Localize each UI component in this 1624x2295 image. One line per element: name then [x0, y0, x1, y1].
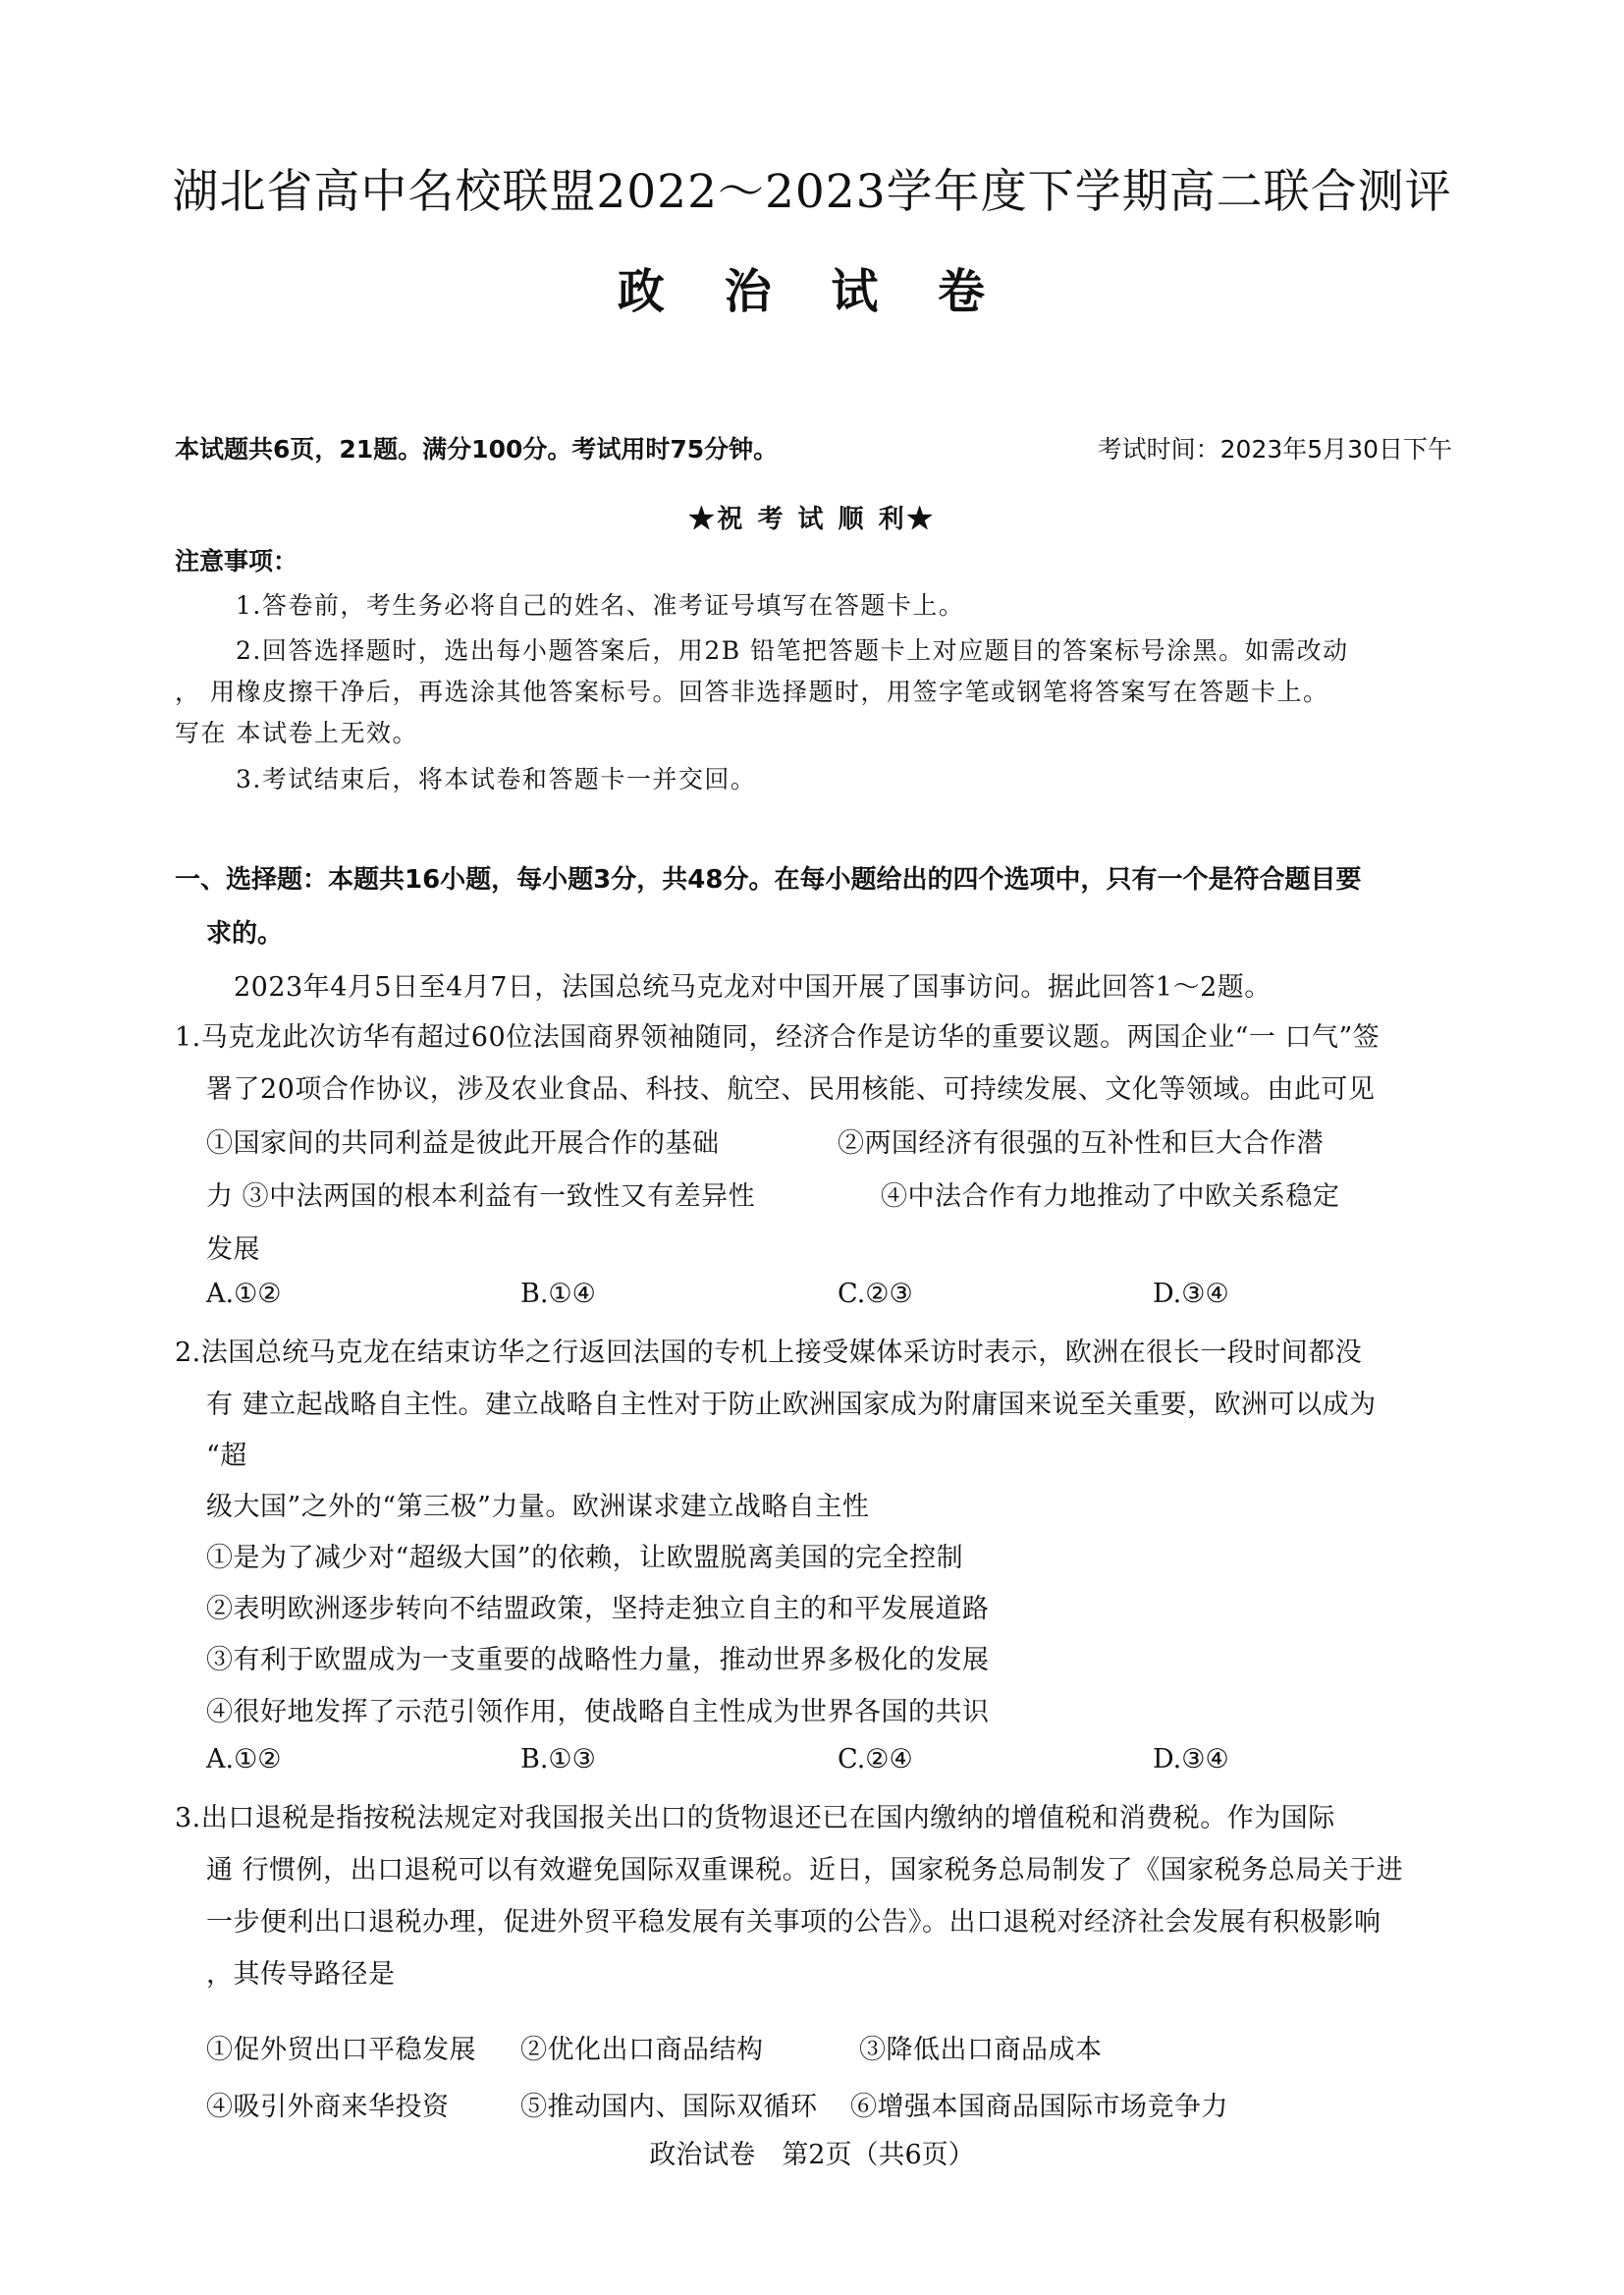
q2-option-a: A.①② [206, 1744, 282, 1775]
page-footer: 政治试卷 第2页（共6页） [649, 2140, 975, 2170]
q1-option-b: B.①④ [520, 1279, 596, 1309]
q1-item: ①国家间的共同利益是彼此开展合作的基础 [206, 1128, 720, 1159]
q1-option-c: C.②③ [838, 1279, 913, 1309]
section-heading-cont: 求的。 [206, 919, 284, 949]
q2-item: ③有利于欧盟成为一支重要的战略性力量，推动世界多极化的发展 [206, 1645, 990, 1675]
good-luck-line: ★祝 考 试 顺 利★ [688, 505, 936, 534]
q2-stem-line: 有 建立起战略自主性。建立战略自主性对于防止欧洲国家成为附庸国来说至关重要，欧洲可以成为 [206, 1390, 1377, 1420]
q2-item: ①是为了减少对“超级大国”的依赖，让欧盟脱离美国的完全控制 [206, 1543, 964, 1573]
q1-stem-line: 署了20项合作协议，涉及农业食品、科技、航空、民用核能、可持续发展、文化等领域。由此可见 [206, 1074, 1376, 1105]
q2-stem-line: 级大国”之外的“第三极”力量。欧洲谋求建立战略自主性 [206, 1492, 870, 1522]
q1-option-a: A.①② [206, 1279, 282, 1309]
q2-option-d: D.③④ [1153, 1744, 1229, 1775]
q3-stem-line: 一步便利出口退税办理，促进外贸平稳发展有关事项的公告》。出口退税对经济社会发展有积极影响 [206, 1907, 1381, 1938]
q2-option-b: B.①③ [520, 1744, 596, 1775]
q1-item: ④中法合作有力地推动了中欧关系稳定 [881, 1181, 1340, 1212]
exam-subtitle: 政 治 试 卷 [617, 264, 1007, 319]
q2-option-c: C.②④ [838, 1744, 913, 1775]
q2-item: ②表明欧洲逐步转向不结盟政策，坚持走独立自主的和平发展道路 [206, 1594, 990, 1624]
q2-stem-line: 2.法国总统马克龙在结束访华之行返回法国的专机上接受媒体采访时表示，欧洲在很长一段时间都没 [175, 1338, 1363, 1368]
q3-item: ①促外贸出口平稳发展 [206, 2035, 476, 2065]
q1-option-d: D.③④ [1153, 1279, 1229, 1309]
q3-stem-line: 通 行惯例，出口退税可以有效避免国际双重课税。近日，国家税务总局制发了《国家税务总局关于进 [206, 1855, 1404, 1885]
q1-item: 力 ③中法两国的根本利益有一致性又有差异性 [206, 1181, 756, 1212]
q3-item: ⑤推动国内、国际双循环 [520, 2092, 818, 2122]
notice-heading: 注意事项： [175, 547, 298, 575]
exam-info: 本试题共6页，21题。满分100分。考试用时75分钟。 [175, 435, 779, 464]
q2-item: ④很好地发挥了示范引领作用，使战略自主性成为世界各国的共识 [206, 1697, 990, 1727]
q3-stem-line: 3.出口退税是指按税法规定对我国报关出口的货物退还已在国内缴纳的增值税和消费税。作为国际 [175, 1803, 1335, 1833]
notice-line: 写在 本试卷上无效。 [175, 719, 418, 747]
q1-item: 发展 [206, 1234, 260, 1265]
question-intro: 2023年4月5日至4月7日，法国总统马克龙对中国开展了国事访问。据此回答1～2题。 [234, 972, 1272, 1003]
notice-line: 1.答卷前，考生务必将自己的姓名、准考证号填写在答题卡上。 [236, 591, 965, 620]
q3-stem-line: ，其传导路径是 [206, 1959, 396, 1990]
q3-item: ③降低出口商品成本 [859, 2035, 1103, 2065]
q1-item: ②两国经济有很强的互补性和巨大合作潜 [838, 1128, 1324, 1159]
exam-time: 考试时间：2023年5月30日下午 [1097, 435, 1452, 464]
exam-title: 湖北省高中名校联盟2022～2023学年度下学期高二联合测评 [172, 165, 1452, 219]
notice-line: 3.考试结束后，将本试卷和答题卡一并交回。 [236, 765, 757, 793]
notice-line: 2.回答选择题时，选出每小题答案后，用2B 铅笔把答题卡上对应题目的答案标号涂黑。如需改动 [236, 636, 1349, 665]
q3-item: ④吸引外商来华投资 [206, 2092, 450, 2122]
q3-item: ②优化出口商品结构 [520, 2035, 764, 2065]
q2-stem-line: “超 [206, 1441, 247, 1471]
q3-item: ⑥增强本国商品国际市场竞争力 [850, 2092, 1228, 2122]
section-heading: 一、选择题：本题共16小题，每小题3分，共48分。在每小题给出的四个选项中，只有一个是符合题目要 [175, 865, 1362, 895]
q1-stem-line: 1.马克龙此次访华有超过60位法国商界领袖随同，经济合作是访华的重要议题。两国企业“一 口气”签 [175, 1022, 1380, 1053]
notice-line: ， 用橡皮擦干净后，再选涂其他答案标号。回答非选择题时，用签字笔或钢笔将答案写在答题卡上。 [175, 678, 1329, 706]
